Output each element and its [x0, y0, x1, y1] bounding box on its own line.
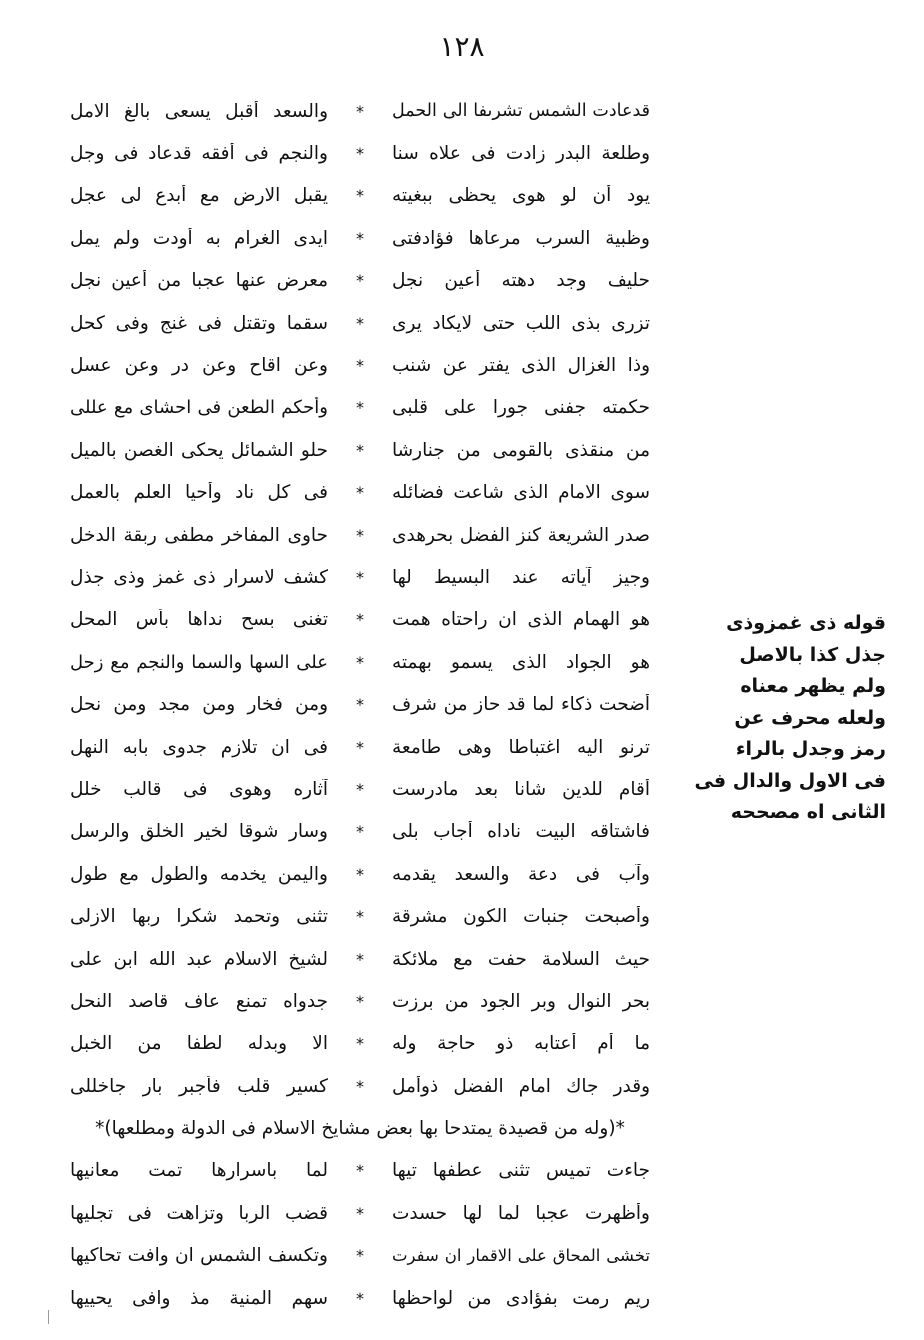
verse-second-hemistich: تغنى بسح نداها بأس المحل — [70, 609, 328, 631]
verse-first-hemistich: فاشتاقه البيت ناداه أجاب بلى — [392, 821, 650, 843]
verse-first-hemistich: وظبية السرب مرعاها فؤادفتى — [392, 227, 650, 249]
hemistich-separator: * — [356, 822, 364, 842]
verse-line — [70, 132, 650, 174]
verse-line — [70, 260, 650, 302]
verse-second-hemistich: جدواه تمنع عاف قاصد النحل — [70, 990, 328, 1012]
verse-line — [70, 853, 650, 895]
hemistich-separator: * — [356, 1034, 364, 1054]
verse-first-hemistich: أضحت ذكاء لما قد حاز من شرف — [392, 694, 650, 716]
verse-first-hemistich: هو الجواد الذى يسمو بهمته — [392, 651, 650, 673]
verse-first-hemistich: جاءت تميس تثنى عطفها تيها — [392, 1160, 650, 1182]
verse-line — [70, 429, 650, 471]
hemistich-separator: * — [356, 652, 364, 672]
hemistich-separator: * — [356, 567, 364, 587]
hemistich-separator: * — [356, 991, 364, 1011]
hemistich-separator: * — [356, 610, 364, 630]
verse-second-hemistich: آثاره وهوى فى قالب خلل — [70, 778, 328, 800]
verse-first-hemistich: وآب فى دعة والسعد يقدمه — [392, 863, 650, 885]
verse-first-hemistich: ريم رمت بفؤادى من لواحظها — [392, 1287, 650, 1309]
verse-second-hemistich: لما باسرارها تمت معانيها — [70, 1160, 328, 1182]
verse-second-hemistich: فى ان تلازم جدوى بابه النهل — [70, 736, 328, 758]
verse-line — [70, 90, 650, 132]
verse-second-hemistich: حاوى المفاخر مطفى ربقة الدخل — [70, 524, 328, 546]
verse-second-hemistich: معرض عنها عجبا من أعين نجل — [70, 270, 328, 292]
verse-second-hemistich: يقبل الارض مع أبدع لى عجل — [70, 185, 328, 207]
verse-second-hemistich: تثنى وتحمد شكرا ربها الازلى — [70, 906, 328, 928]
verse-line — [70, 344, 650, 386]
verse-first-hemistich: حليف وجد دهته أعين نجل — [392, 270, 650, 292]
verse-line — [70, 175, 650, 217]
verse-line — [70, 514, 650, 556]
verse-second-hemistich: كشف لاسرار ذى غمز وذى جذل — [70, 566, 328, 588]
verse-first-hemistich: وقدر جاك امام الفضل ذوأمل — [392, 1075, 650, 1097]
hemistich-separator: * — [356, 1076, 364, 1096]
hemistich-separator: * — [356, 1246, 364, 1266]
hemistich-separator: * — [356, 695, 364, 715]
verse-first-hemistich: هو الهمام الذى ان راحتاه همت — [392, 609, 650, 631]
section-heading-line — [70, 1107, 650, 1149]
verse-line — [70, 302, 650, 344]
verse-second-hemistich: كسير قلب فأجبر بار جاخللى — [70, 1075, 328, 1097]
verse-second-hemistich: وسار شوقا لخير الخلق والرسل — [70, 821, 328, 843]
hemistich-separator: * — [356, 398, 364, 418]
verse-second-hemistich: سقما وتقتل فى غنج وفى كحل — [70, 312, 328, 334]
hemistich-separator: * — [356, 907, 364, 927]
verse-second-hemistich: فى كل ناد وأحيا العلم بالعمل — [70, 482, 328, 504]
verse-second-hemistich: لشيخ الاسلام عبد الله ابن على — [70, 948, 328, 970]
verse-second-hemistich: وأحكم الطعن فى احشاى مع عللى — [70, 397, 328, 419]
verse-second-hemistich: حلو الشمائل يحكى الغصن بالميل — [70, 439, 328, 461]
verse-first-hemistich: بحر النوال وبر الجود من برزت — [392, 990, 650, 1012]
hemistich-separator: * — [356, 356, 364, 376]
margin-note-line: قوله ذى غمزوذى — [726, 612, 886, 634]
hemistich-separator: * — [356, 779, 364, 799]
verse-line — [70, 556, 650, 598]
verse-first-hemistich: وجيز آياته عند البسيط لها — [392, 566, 650, 588]
verse-line — [70, 895, 650, 937]
verse-second-hemistich: ايدى الغرام به أودت ولم يمل — [70, 227, 328, 249]
margin-note-line: الثانى اه مصححه — [730, 801, 886, 823]
verse-first-hemistich: سوى الامام الذى شاعت فضائله — [392, 482, 650, 504]
verse-first-hemistich: يود أن لو هوى يحظى ببغيته — [392, 185, 650, 207]
verse-line — [70, 768, 650, 810]
verse-first-hemistich: تخشى المحاق على الاقمار ان سفرت — [392, 1246, 650, 1266]
verse-first-hemistich: وطلعة البدر زادت فى علاه سنا — [392, 143, 650, 165]
verse-line — [70, 641, 650, 683]
verse-first-hemistich: صدر الشريعة كنز الفضل بحرهدى — [392, 524, 650, 546]
verse-line — [70, 472, 650, 514]
hemistich-separator: * — [356, 313, 364, 333]
hemistich-separator: * — [356, 144, 364, 164]
margin-note — [694, 608, 886, 829]
hemistich-separator: * — [356, 1161, 364, 1181]
hemistich-separator: * — [356, 864, 364, 884]
verse-second-hemistich: الا وبدله لطفا من الخبل — [70, 1033, 328, 1055]
hemistich-separator: * — [356, 440, 364, 460]
verse-line — [70, 1065, 650, 1107]
page-edge-mark — [48, 1310, 49, 1324]
verse-first-hemistich: قدعادت الشمس تشرىفا الى الحمل — [392, 101, 650, 122]
margin-note-line: رمز وجدل بالراء — [735, 738, 886, 760]
hemistich-separator: * — [356, 1203, 364, 1223]
verse-first-hemistich: تزرى بذى اللب حتى لايكاد يرى — [392, 312, 650, 334]
verse-line — [70, 217, 650, 259]
hemistich-separator: * — [356, 1288, 364, 1308]
hemistich-separator: * — [356, 525, 364, 545]
verse-second-hemistich: ومن فخار ومن مجد ومن نحل — [70, 694, 328, 716]
margin-note-line: ولم يظهر معناه — [740, 675, 886, 697]
verse-first-hemistich: وذا الغزال الذى يفتر عن شنب — [392, 355, 650, 377]
verse-first-hemistich: وأظهرت عجبا لما لها حسدت — [392, 1202, 650, 1224]
verse-line — [70, 1277, 650, 1319]
verse-second-hemistich: على السها والسما والنجم مع زحل — [70, 651, 328, 673]
verse-first-hemistich: ترنو اليه اغتباطا وهى طامعة — [392, 736, 650, 758]
hemistich-separator: * — [356, 101, 364, 121]
verse-second-hemistich: قضب الربا وتزاهت فى تجليها — [70, 1202, 328, 1224]
section-heading: *(وله من قصيدة يمتدحا بها بعض مشايخ الاسلام فى الدولة ومطلعها)* — [95, 1118, 625, 1140]
verse-line — [70, 938, 650, 980]
verse-line — [70, 980, 650, 1022]
hemistich-separator: * — [356, 483, 364, 503]
verse-first-hemistich: أقام للدين شانا بعد مادرست — [392, 778, 650, 800]
verse-line — [70, 387, 650, 429]
verse-second-hemistich: وعن اقاح وعن در وعن عسل — [70, 355, 328, 377]
hemistich-separator: * — [356, 949, 364, 969]
verse-second-hemistich: والنجم فى أفقه قدعاد فى وجل — [70, 143, 328, 165]
verse-first-hemistich: حكمته جفنى جورا على قلبى — [392, 397, 650, 419]
verse-line — [70, 1192, 650, 1234]
verse-line — [70, 599, 650, 641]
verse-line — [70, 683, 650, 725]
hemistich-separator: * — [356, 228, 364, 248]
verse-second-hemistich: واليمن يخدمه والطول مع طول — [70, 863, 328, 885]
verse-second-hemistich: سهم المنية مذ وافى يحييها — [70, 1287, 328, 1309]
verse-line — [70, 811, 650, 853]
verse-line — [70, 1150, 650, 1192]
margin-note-line: فى الاول والدال فى — [694, 769, 886, 792]
verse-first-hemistich: حيث السلامة حفت مع ملائكة — [392, 948, 650, 970]
poem-body — [70, 90, 650, 1319]
verse-line — [70, 1023, 650, 1065]
page-number: ١٢٨ — [439, 30, 485, 63]
verse-second-hemistich: والسعد أقبل يسعى بالغ الامل — [70, 100, 328, 122]
verse-second-hemistich: وتكسف الشمس ان وافت تحاكيها — [70, 1245, 328, 1267]
hemistich-separator: * — [356, 271, 364, 291]
verse-first-hemistich: من منقذى بالقومى من جنارشا — [392, 439, 650, 461]
margin-note-line: جذل كذا بالاصل — [739, 643, 886, 666]
verse-line — [70, 726, 650, 768]
verse-first-hemistich: وأصبحت جنبات الكون مشرقة — [392, 906, 650, 928]
verse-line — [70, 1235, 650, 1277]
hemistich-separator: * — [356, 737, 364, 757]
hemistich-separator: * — [356, 186, 364, 206]
verse-first-hemistich: ما أم أعتابه ذو حاجة وله — [392, 1033, 650, 1055]
margin-note-line: ولعله محرف عن — [734, 706, 886, 729]
